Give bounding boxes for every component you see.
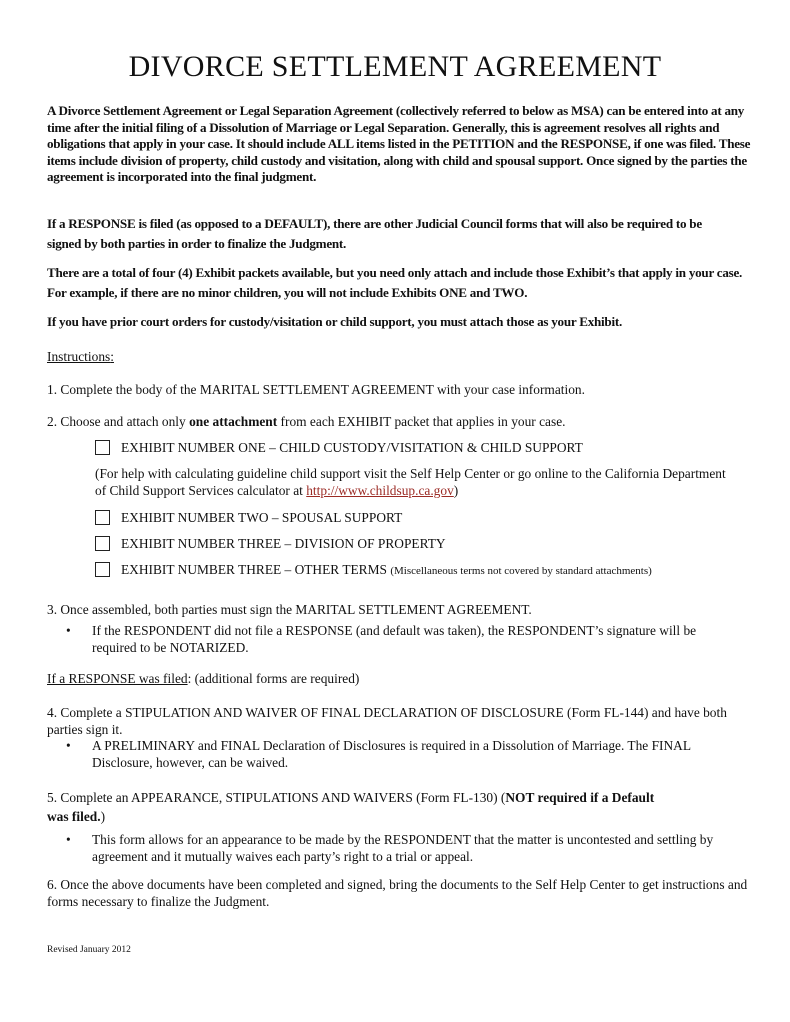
step-2-pre: 2. Choose and attach only [47,414,190,429]
help-close: ) [453,482,459,498]
intro-paragraph-2: If a RESPONSE is filed (as opposed to a DEFAULT), there are other Judicial Council forms that will also be required to be signed by both parties in order to finalize the Judgment. [47,216,702,251]
step-5-pre: 5. Complete an APPEARANCE, STIPULATIONS AND WAIVERS (Form FL-130) ( [47,790,506,805]
step-5-bullet: This form allows for an appearance to be made by the RESPONDENT that the matter is uncontested and settling by agreement and it mutually waives each party’s right to a trial or appeal. [92,832,714,864]
bullet-icon: • [66,623,71,638]
step-2-post: from each EXHIBIT packet that applies in your case. [277,414,566,429]
response-heading-underlined: If a RESPONSE was filed [47,671,188,686]
step-4: 4. Complete a STIPULATION AND WAIVER OF FINAL DECLARATION OF DISCLOSURE (Form FL-144) and have both parties sign it. [47,705,727,737]
child-support-help-text [95,466,735,499]
response-heading [47,671,757,688]
help-text: (For help with calculating guideline child support visit the Self Help Center or go online to the California Department of Child Support Services calculator at [95,466,726,498]
step-5-post: ) [100,809,106,824]
childsup-link[interactable]: http://www.childsup.ca.gov [306,482,454,498]
step-4-bullet: A PRELIMINARY and FINAL Declaration of Disclosures is required in a Dissolution of Marriage. The FINAL Disclosure, however, can be waived. [92,738,691,770]
page-title: DIVORCE SETTLEMENT AGREEMENT [128,50,662,83]
step-3: 3. Once assembled, both parties must sign the MARITAL SETTLEMENT AGREEMENT. [47,602,532,617]
step-3-bullet: If the RESPONDENT did not file a RESPONSE (and default was taken), the RESPONDENT’s signature will be required to be NOTARIZED. [92,623,697,655]
step-6: 6. Once the above documents have been completed and signed, bring the documents to the Self Help Center to get instructions and forms necessary to finalize the Judgment. [47,877,748,909]
exhibit-three-other-note: (Miscellaneous terms not covered by standard attachments) [390,565,652,577]
instructions-heading: Instructions: [47,349,114,364]
exhibit-one-checkbox[interactable] [95,440,110,455]
step-1: 1. Complete the body of the MARITAL SETTLEMENT AGREEMENT with your case information. [47,382,585,397]
exhibit-two-label: EXHIBIT NUMBER TWO – SPOUSAL SUPPORT [121,510,403,525]
step-2-bold: one attachment [189,414,278,429]
step-2 [47,414,757,431]
step-5-bold-1: NOT required if a Default [505,790,655,805]
exhibit-three-property-checkbox[interactable] [95,536,110,551]
response-heading-rest: : (additional forms are required) [187,671,360,686]
intro-paragraph-1: A Divorce Settlement Agreement or Legal Separation Agreement (collectively referred to below as MSA) can be entered into at any time after the initial filing of a Dissolution of Marriage or Legal Separation. Generally, this is agreement resolves all rights and obligations that apply in your case. It should include ALL items listed in the PETITION and the RESPONSE, if one was filed. These items include division of property, child custody and visitation, along with child and spousal support. Once signed by the parties the agreement is incorporated into the final judgment. [47,103,751,185]
intro-paragraph-3: There are a total of four (4) Exhibit packets available, but you need only attach and include those Exhibit’s that apply in your case. For example, if there are no minor children, you will not include Exhibits ONE and TWO. [47,265,743,300]
exhibit-two-checkbox[interactable] [95,510,110,525]
exhibit-one-label: EXHIBIT NUMBER ONE – CHILD CUSTODY/VISITATION & CHILD SUPPORT [121,440,583,455]
exhibit-three-other-text: EXHIBIT NUMBER THREE – OTHER TERMS [121,562,387,577]
bullet-icon: • [66,738,71,753]
step-5 [47,788,697,826]
step-5-bold-2: was filed. [47,809,101,824]
instructions-heading-text: Instructions [47,349,111,364]
intro-paragraph-4: If you have prior court orders for custody/visitation or child support, you must attach those as your Exhibit. [47,314,622,329]
exhibit-three-other-checkbox[interactable] [95,562,110,577]
revision-footer: Revised January 2012 [47,945,131,955]
exhibit-three-other-label [121,562,652,578]
bullet-icon: • [66,832,71,847]
exhibit-three-property-label: EXHIBIT NUMBER THREE – DIVISION OF PROPERTY [121,536,446,551]
